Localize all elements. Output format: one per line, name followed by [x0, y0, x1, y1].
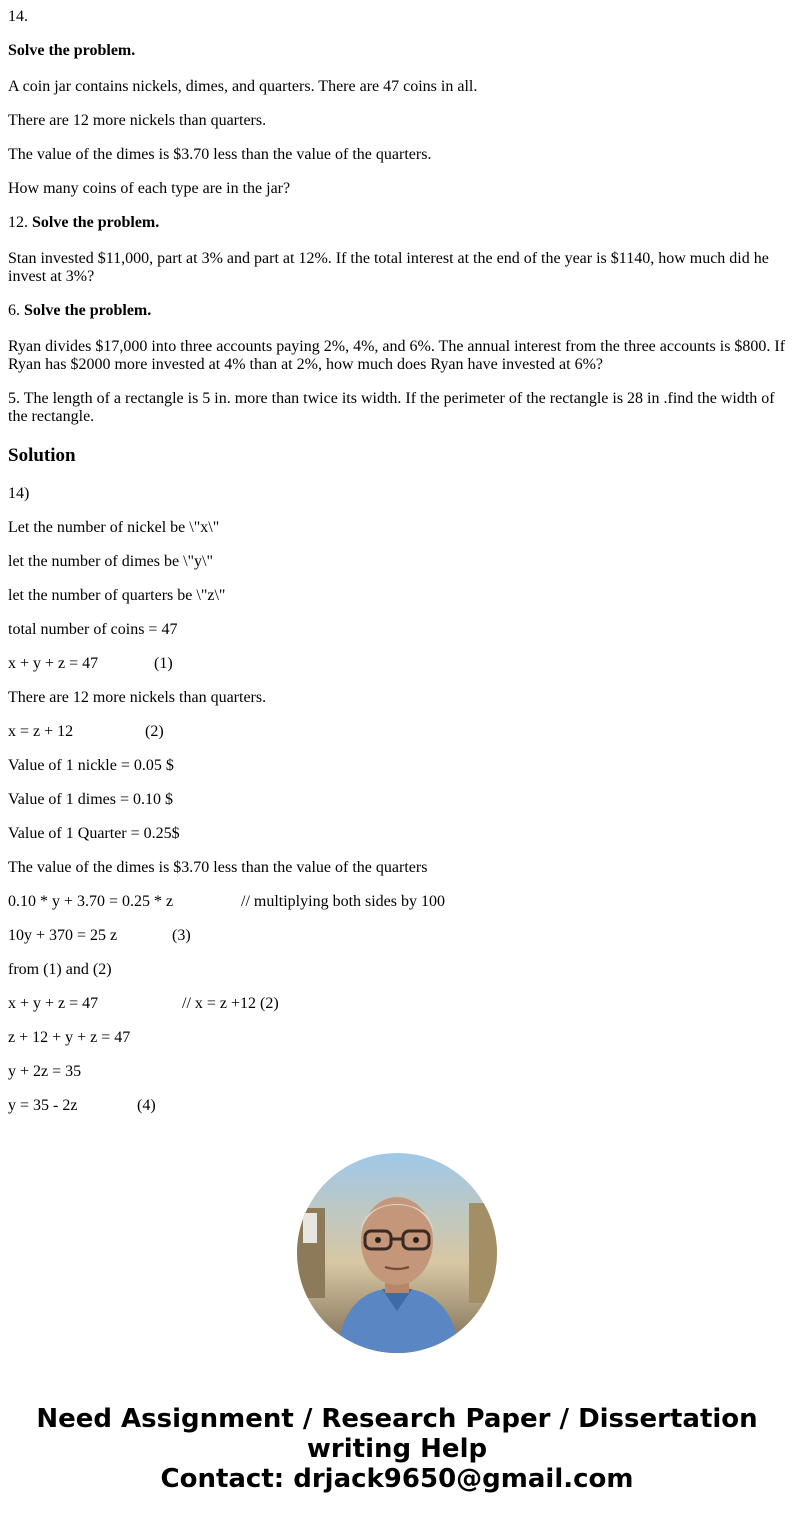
- problem-14-line-4: How many coins of each type are in the jar?: [8, 180, 291, 197]
- solution-line: [8, 621, 788, 639]
- solution-line-note: // multiplying both sides by 100: [241, 893, 446, 910]
- problem-14-number: 14.: [8, 8, 28, 25]
- solution-line-note: (1): [154, 655, 173, 672]
- problem-5-text-1: 5. The length of a rectangle is 5 in. more than twice its width. If the perimeter of the rectangle is 28 in .find the width of: [8, 390, 775, 407]
- problem-5-text-2: the rectangle.: [8, 408, 95, 425]
- solution-line-text: 0.10 * y + 3.70 = 0.25 * z: [8, 893, 174, 910]
- solution-line: [8, 519, 788, 537]
- problem-14-line-3: The value of the dimes is $3.70 less than the value of the quarters.: [8, 146, 432, 163]
- solution-line-text: y = 35 - 2z: [8, 1097, 78, 1114]
- solution-line-note: (2): [145, 723, 164, 740]
- solution-line-text: The value of the dimes is $3.70 less than the value of the quarters: [8, 859, 428, 876]
- problem-14-line-2: There are 12 more nickels than quarters.: [8, 112, 267, 129]
- solution-line-text: 10y + 370 = 25 z: [8, 927, 118, 944]
- author-avatar: [297, 1153, 497, 1353]
- problem-6-text-1: Ryan divides $17,000 into three accounts paying 2%, 4%, and 6%. The annual interest from the three accounts is $800. If: [8, 338, 786, 355]
- footer-banner: [0, 1404, 794, 1494]
- solution-line-note: (4): [137, 1097, 156, 1114]
- problem-6-number: 6.: [8, 302, 20, 319]
- solution-line: [8, 1097, 788, 1115]
- solution-line-text: There are 12 more nickels than quarters.: [8, 689, 267, 706]
- solution-line-text: let the number of dimes be \"y\": [8, 553, 214, 570]
- solution-line-text: 14): [8, 485, 30, 502]
- solution-heading: Solution: [8, 445, 76, 466]
- solution-line: [8, 791, 788, 809]
- solution-line-note: // x = z +12 (2): [182, 995, 279, 1012]
- solution-line: [8, 893, 788, 911]
- solution-line-text: let the number of quarters be \"z\": [8, 587, 226, 604]
- problem-6-text-2: Ryan has $2000 more invested at 4% than at 2%, how much does Ryan have invested at 6%?: [8, 356, 604, 373]
- solution-line: [8, 485, 788, 503]
- solution-line: [8, 655, 788, 673]
- solution-line-text: x + y + z = 47: [8, 655, 99, 672]
- solution-line: [8, 927, 788, 945]
- problem-14-heading: Solve the problem.: [8, 42, 136, 59]
- solution-line-text: Value of 1 dimes = 0.10 $: [8, 791, 173, 808]
- solution-line: [8, 825, 788, 843]
- footer-contact: Contact: drjack9650@gmail.com: [160, 1464, 634, 1494]
- author-photo: [297, 1153, 497, 1353]
- footer-line-2: writing Help: [306, 1434, 488, 1464]
- problem-12-text-2: invest at 3%?: [8, 268, 95, 285]
- solution-line-text: z + 12 + y + z = 47: [8, 1029, 131, 1046]
- solution-line-text: from (1) and (2): [8, 961, 112, 978]
- solution-line-text: x = z + 12: [8, 723, 74, 740]
- solution-line: [8, 961, 788, 979]
- solution-line-text: total number of coins = 47: [8, 621, 178, 638]
- problem-14-line-1: A coin jar contains nickels, dimes, and quarters. There are 47 coins in all.: [8, 78, 478, 95]
- problem-12-number: 12.: [8, 214, 28, 231]
- solution-line-text: y + 2z = 35: [8, 1063, 82, 1080]
- problem-12-heading: Solve the problem.: [32, 214, 160, 231]
- solution-line: [8, 723, 788, 741]
- footer-line-1: Need Assignment / Research Paper / Dissertation: [36, 1404, 758, 1434]
- solution-line-text: Value of 1 Quarter = 0.25$: [8, 825, 180, 842]
- solution-line-note: (3): [172, 927, 191, 944]
- solution-line-text: Value of 1 nickle = 0.05 $: [8, 757, 174, 774]
- problem-6-title: [8, 302, 788, 320]
- solution-line: [8, 757, 788, 775]
- solution-line-text: Let the number of nickel be \"x\": [8, 519, 220, 536]
- solution-line: [8, 1063, 788, 1081]
- solution-line-text: x + y + z = 47: [8, 995, 99, 1012]
- problem-12-title: [8, 214, 788, 232]
- solution-line: [8, 859, 788, 877]
- solution-line: [8, 1029, 788, 1047]
- solution-line: [8, 553, 788, 571]
- solution-line: [8, 689, 788, 707]
- problem-6-heading: Solve the problem.: [24, 302, 152, 319]
- solution-line: [8, 995, 788, 1013]
- problem-12-text-1: Stan invested $11,000, part at 3% and part at 12%. If the total interest at the end of the year is $1140, how much did he: [8, 250, 769, 267]
- solution-line: [8, 587, 788, 605]
